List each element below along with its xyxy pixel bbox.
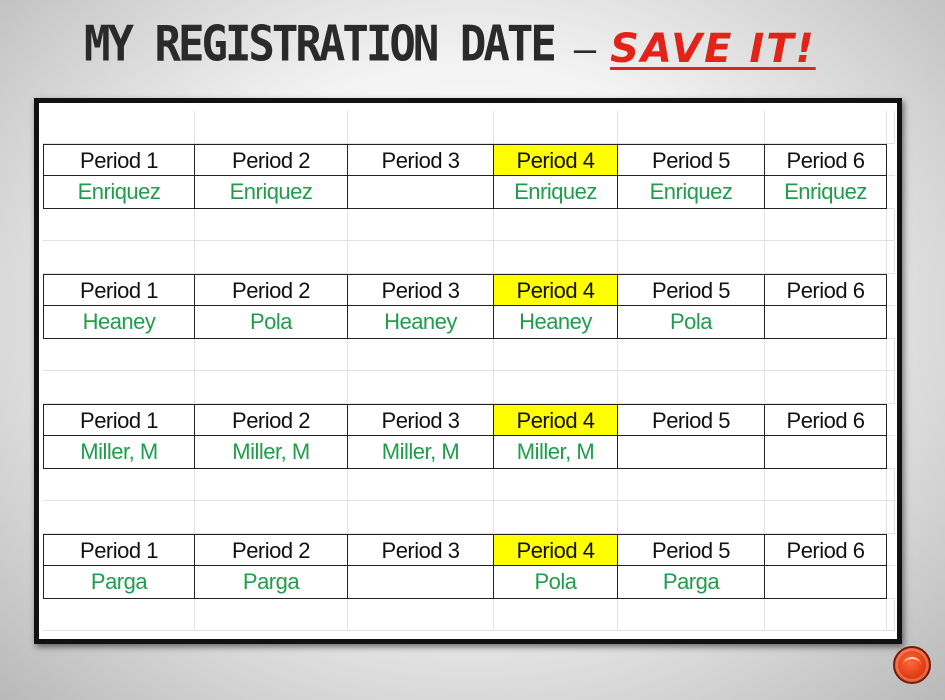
next-slide-icon[interactable] bbox=[893, 646, 931, 684]
period-label: Period 1 bbox=[43, 404, 195, 437]
period-header-row bbox=[43, 404, 895, 437]
title-main: MY REGISTRATION DATE bbox=[84, 15, 554, 73]
teacher-name: Miller, M bbox=[348, 436, 494, 469]
grid-cell bbox=[765, 469, 887, 502]
grid-cell bbox=[195, 599, 348, 632]
grid-cell bbox=[43, 209, 195, 242]
teacher-name: Enriquez bbox=[195, 176, 348, 209]
grid-cell bbox=[887, 599, 895, 632]
grid-cell bbox=[887, 209, 895, 242]
spacer-row bbox=[43, 469, 895, 502]
section-heading-row bbox=[43, 501, 895, 534]
section-heading bbox=[43, 501, 895, 534]
teacher-name bbox=[765, 436, 887, 469]
teacher-name: Enriquez bbox=[494, 176, 618, 209]
period-label: Period 5 bbox=[618, 534, 765, 567]
teacher-name: Enriquez bbox=[43, 176, 195, 209]
period-label: Period 2 bbox=[195, 534, 348, 567]
section-heading-row bbox=[43, 111, 895, 144]
grid-cell bbox=[348, 599, 494, 632]
schedule-frame bbox=[34, 98, 902, 644]
grid-cell bbox=[348, 209, 494, 242]
period-label: Period 6 bbox=[765, 404, 887, 437]
slide-title bbox=[84, 15, 816, 86]
grid-cell bbox=[618, 339, 765, 372]
teacher-row bbox=[43, 176, 895, 209]
teacher-name: Parga bbox=[43, 566, 195, 599]
section-heading-row bbox=[43, 371, 895, 404]
teacher-name bbox=[348, 566, 494, 599]
teacher-name: Miller, M bbox=[43, 436, 195, 469]
grid-cell bbox=[887, 404, 895, 437]
teacher-name bbox=[765, 306, 887, 339]
grid-cell bbox=[887, 469, 895, 502]
grid-cell bbox=[887, 144, 895, 177]
grid-cell bbox=[494, 599, 618, 632]
grid-cell bbox=[494, 469, 618, 502]
period-label: Period 3 bbox=[348, 404, 494, 437]
teacher-row bbox=[43, 566, 895, 599]
title-save-it: SAVE IT! bbox=[610, 26, 816, 72]
spacer-row bbox=[43, 209, 895, 242]
period-label: Period 3 bbox=[348, 274, 494, 307]
period-label: Period 1 bbox=[43, 144, 195, 177]
grid-cell bbox=[887, 534, 895, 567]
teacher-name: Enriquez bbox=[618, 176, 765, 209]
title-dash: – bbox=[573, 27, 597, 71]
grid-cell bbox=[765, 209, 887, 242]
grid-cell bbox=[43, 599, 195, 632]
section-heading bbox=[43, 241, 895, 274]
period-label: Period 5 bbox=[618, 144, 765, 177]
grid-cell bbox=[494, 339, 618, 372]
section-heading bbox=[43, 371, 895, 404]
grid-cell bbox=[618, 469, 765, 502]
teacher-row bbox=[43, 306, 895, 339]
teacher-name: Heaney bbox=[348, 306, 494, 339]
teacher-name: Parga bbox=[618, 566, 765, 599]
grid-cell bbox=[43, 339, 195, 372]
teacher-name bbox=[765, 566, 887, 599]
period-label: Period 2 bbox=[195, 404, 348, 437]
period-label: Period 2 bbox=[195, 144, 348, 177]
schedule-sheet bbox=[43, 111, 895, 631]
teacher-name: Parga bbox=[195, 566, 348, 599]
section-heading bbox=[43, 111, 895, 144]
grid-cell bbox=[618, 599, 765, 632]
teacher-name: Pola bbox=[195, 306, 348, 339]
grid-cell bbox=[887, 339, 895, 372]
teacher-name bbox=[348, 176, 494, 209]
grid-cell bbox=[195, 209, 348, 242]
grid-cell bbox=[43, 469, 195, 502]
teacher-name: Miller, M bbox=[195, 436, 348, 469]
period-label: Period 4 bbox=[494, 144, 618, 177]
grid-cell bbox=[348, 469, 494, 502]
grid-cell bbox=[887, 436, 895, 469]
section-heading-row bbox=[43, 241, 895, 274]
period-label: Period 4 bbox=[494, 534, 618, 567]
period-label: Period 3 bbox=[348, 144, 494, 177]
period-label: Period 1 bbox=[43, 534, 195, 567]
period-label: Period 6 bbox=[765, 144, 887, 177]
grid-cell bbox=[765, 339, 887, 372]
period-label: Period 3 bbox=[348, 534, 494, 567]
teacher-name: Heaney bbox=[494, 306, 618, 339]
period-label: Period 4 bbox=[494, 404, 618, 437]
teacher-name bbox=[618, 436, 765, 469]
grid-cell bbox=[765, 599, 887, 632]
spacer-row bbox=[43, 339, 895, 372]
grid-cell bbox=[618, 209, 765, 242]
grid-cell bbox=[348, 339, 494, 372]
teacher-name: Enriquez bbox=[765, 176, 887, 209]
grid-cell bbox=[887, 176, 895, 209]
period-header-row bbox=[43, 274, 895, 307]
grid-cell bbox=[887, 566, 895, 599]
grid-cell bbox=[887, 274, 895, 307]
grid-cell bbox=[494, 209, 618, 242]
teacher-name: Pola bbox=[618, 306, 765, 339]
period-label: Period 5 bbox=[618, 274, 765, 307]
teacher-name: Heaney bbox=[43, 306, 195, 339]
period-label: Period 2 bbox=[195, 274, 348, 307]
period-label: Period 5 bbox=[618, 404, 765, 437]
spacer-row bbox=[43, 599, 895, 632]
period-label: Period 1 bbox=[43, 274, 195, 307]
period-label: Period 6 bbox=[765, 534, 887, 567]
period-header-row bbox=[43, 534, 895, 567]
teacher-row bbox=[43, 436, 895, 469]
teacher-name: Pola bbox=[494, 566, 618, 599]
teacher-name: Miller, M bbox=[494, 436, 618, 469]
period-label: Period 4 bbox=[494, 274, 618, 307]
period-header-row bbox=[43, 144, 895, 177]
grid-cell bbox=[887, 306, 895, 339]
period-label: Period 6 bbox=[765, 274, 887, 307]
grid-cell bbox=[195, 469, 348, 502]
grid-cell bbox=[195, 339, 348, 372]
